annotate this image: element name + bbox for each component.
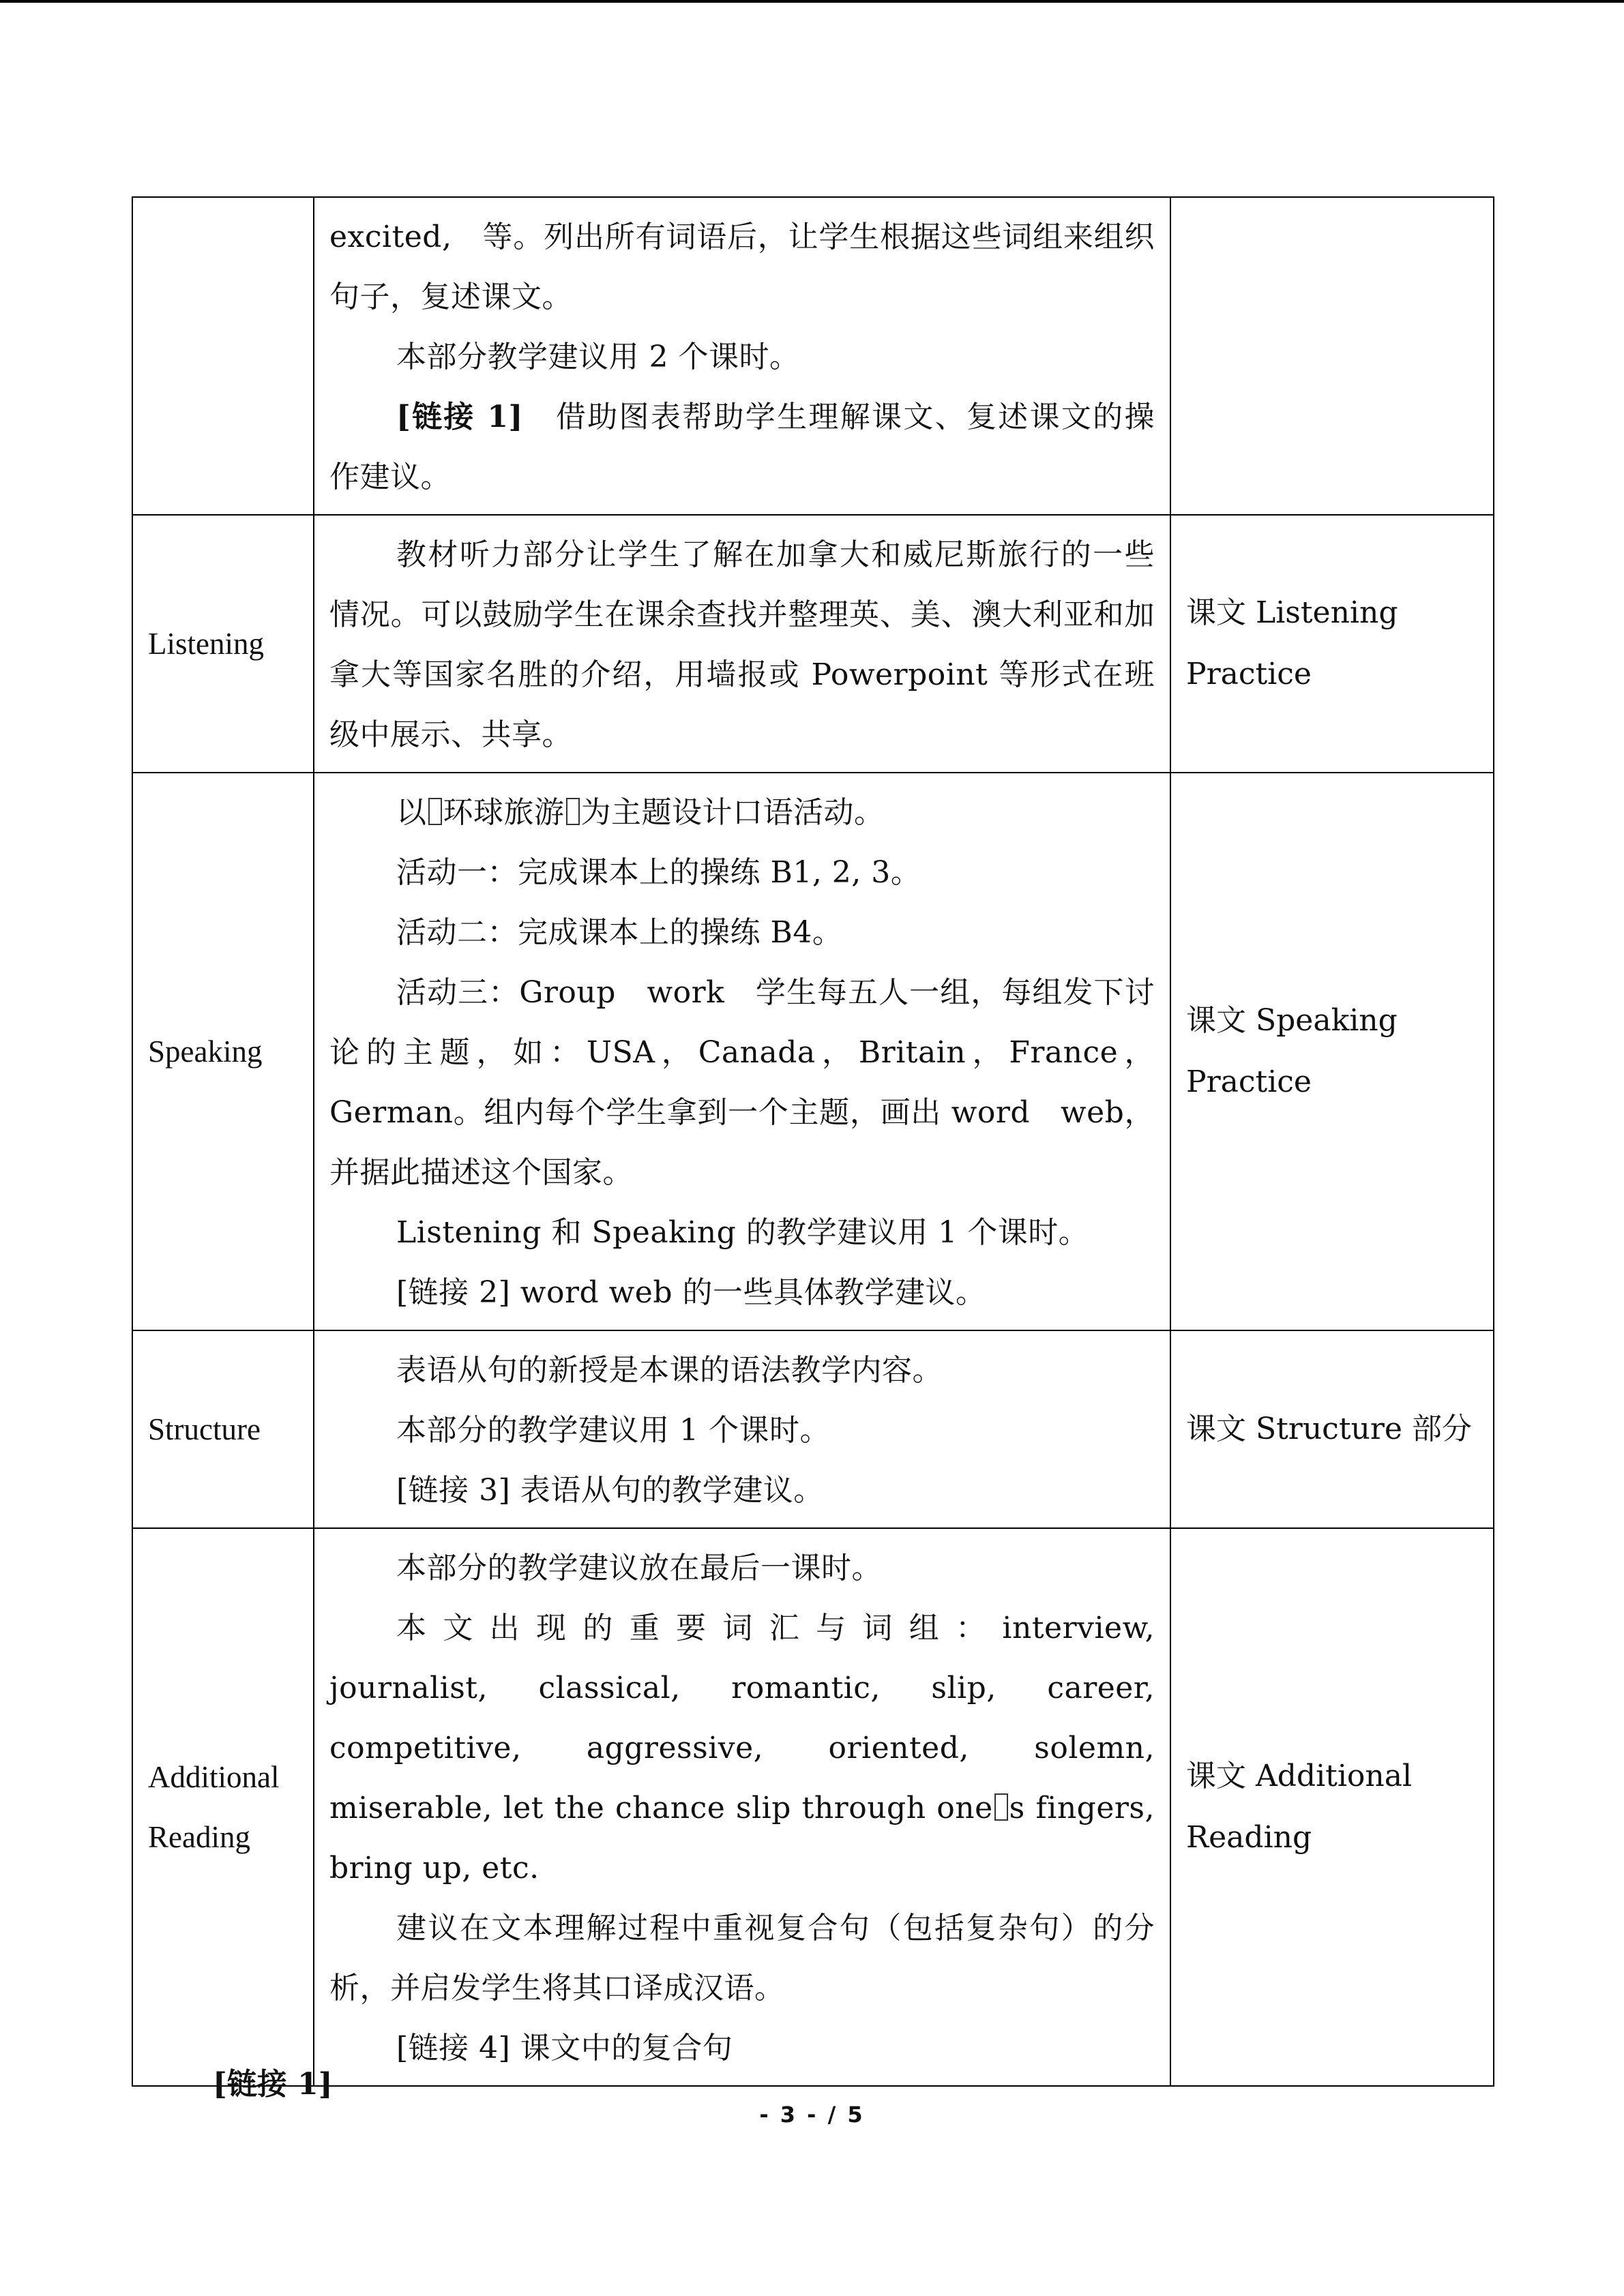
table-row-continuation xyxy=(132,197,1494,515)
ref-line: Practice xyxy=(1186,657,1312,691)
row-ref-speaking xyxy=(1170,773,1494,1330)
row-ref-additional-reading xyxy=(1170,1528,1494,2086)
missing-glyph-icon xyxy=(566,798,580,825)
text-fragment: 环球旅游 xyxy=(443,795,565,830)
row-content-additional-reading xyxy=(314,1528,1215,2086)
paragraph: Listening 和 Speaking 的教学建议用 1 个课时。 xyxy=(396,1215,1089,1250)
ref-line: 课文 Additional xyxy=(1186,1759,1413,1793)
row-content-listening xyxy=(314,515,1170,773)
paragraph: 本部分的教学建议放在最后一课时。 xyxy=(396,1551,882,1585)
row-label-speaking: Speaking xyxy=(132,773,314,1330)
link-paragraph xyxy=(329,387,1155,507)
missing-glyph-icon xyxy=(994,1793,1008,1821)
ref-line: 课文 Speaking xyxy=(1186,1003,1398,1038)
row-content-continuation xyxy=(314,197,1170,515)
row-content-structure xyxy=(314,1330,1170,1528)
section-link-heading: [链接 1] xyxy=(213,2067,333,2102)
row-ref-structure: 课文 Structure 部分 xyxy=(1170,1330,1494,1528)
top-border xyxy=(0,0,1624,3)
missing-glyph-icon xyxy=(428,798,442,825)
text-fragment: 为主题设计口语活动。 xyxy=(580,795,885,830)
row-ref-empty xyxy=(1170,197,1494,515)
table-row-structure xyxy=(132,1330,1494,1528)
paragraph: 教材听力部分让学生了解在加拿大和威尼斯旅行的一些情况。可以鼓励学生在课余查找并整理英、美、澳大利亚和加拿大等国家名胜的介绍，用墙报或 Powerpoint 等形式在班级中展示、共享。 xyxy=(329,537,1155,752)
page-number: - 3 - / 5 xyxy=(759,2102,865,2128)
paragraph: 表语从句的新授是本课的语法教学内容。 xyxy=(396,1353,943,1388)
ref-line: 课文 Listening xyxy=(1186,595,1398,630)
paragraph: [链接 3] 表语从句的教学建议。 xyxy=(396,1473,824,1508)
ref-line: Practice xyxy=(1186,1064,1312,1099)
paragraph: 活动一：完成课本上的操练 B1, 2, 3。 xyxy=(396,855,921,890)
link-text: 借助图表帮助学生理解课文、复述课文的操作建议。 xyxy=(329,400,1155,494)
paragraph: 本部分的教学建议用 1 个课时。 xyxy=(396,1413,830,1448)
text-fragment: s fingers, bring up, etc. xyxy=(329,1791,1155,1885)
label-line: Reading xyxy=(148,1820,250,1854)
vocab-paragraph xyxy=(329,1598,1215,1898)
row-label-listening: Listening xyxy=(132,515,314,773)
text-fragment: 以 xyxy=(396,795,427,830)
row-label-empty xyxy=(132,197,314,515)
paragraph: 活动二：完成课本上的操练 B4。 xyxy=(396,915,843,950)
table-row-additional-reading xyxy=(132,1528,1494,2086)
label-line: Additional xyxy=(148,1760,280,1794)
text-fragment: 本文出现的重要词汇与词组：interview, journalist, classical, romantic, slip, career, competitive, aggressive, oriented, solemn, miserable, let the chance slip through one xyxy=(329,1611,1215,1825)
ref-line: Reading xyxy=(1186,1820,1312,1855)
row-content-speaking xyxy=(314,773,1170,1330)
lesson-plan-table xyxy=(132,196,1494,2087)
table-row-speaking xyxy=(132,773,1494,1330)
paragraph: [链接 4] 课文中的复合句 xyxy=(396,2031,733,2066)
link-tag[interactable]: [链接 1] xyxy=(396,400,523,434)
table-row-listening xyxy=(132,515,1494,773)
paragraph: 建议在文本理解过程中重视复合句（包括复杂句）的分析，并启发学生将其口译成汉语。 xyxy=(329,1911,1155,2006)
paragraph: 本部分教学建议用 2 个课时。 xyxy=(396,340,800,374)
paragraph: 活动三：Group work 学生每五人一组，每组发下讨论的主题，如：USA，Canada，Britain，France，German。组内每个学生拿到一个主题，画出 word web，并据此描述这个国家。 xyxy=(329,975,1155,1190)
paragraph: [链接 2] word web 的一些具体教学建议。 xyxy=(396,1275,986,1310)
row-label-additional-reading xyxy=(132,1528,314,2086)
paragraph xyxy=(329,783,1155,843)
row-ref-listening xyxy=(1170,515,1494,773)
paragraph: excited, 等。列出所有词语后，让学生根据这些词组来组织句子，复述课文。 xyxy=(329,220,1155,314)
row-label-structure: Structure xyxy=(132,1330,314,1528)
